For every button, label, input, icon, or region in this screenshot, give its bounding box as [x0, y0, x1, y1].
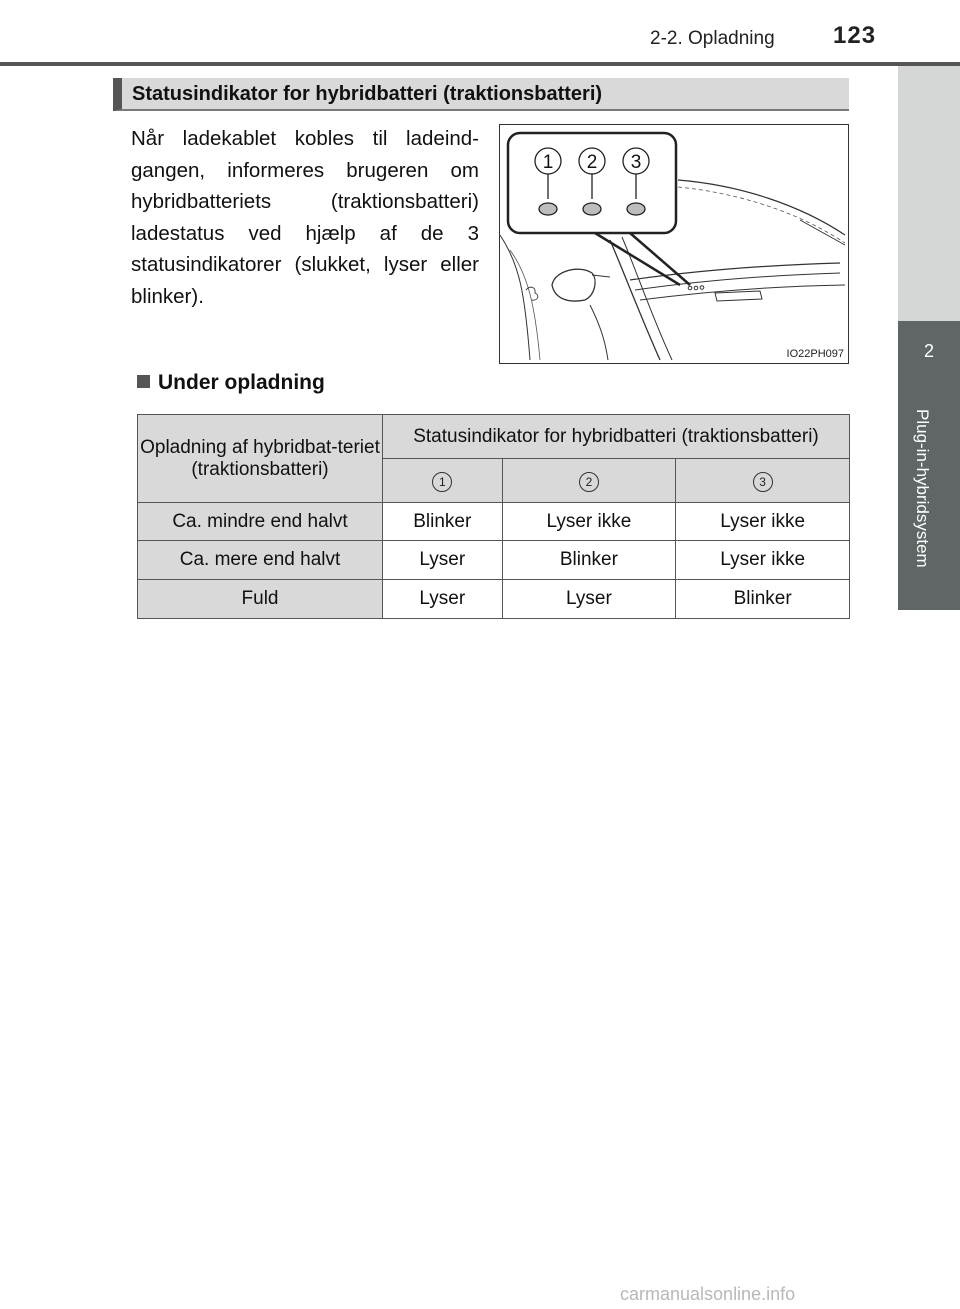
indicator-number-3: 3 [753, 472, 773, 492]
page-number: 123 [833, 22, 877, 49]
status-table [137, 414, 850, 619]
row-label: Ca. mindre end halvt [138, 503, 383, 541]
callout-1: 1 [542, 152, 554, 173]
subheading [137, 371, 325, 395]
table-header-indicator: Statusindikator for hybridbatteri (traktionsbatteri) [383, 415, 850, 459]
indicator-header-2 [502, 459, 676, 503]
watermark: carmanualsonline.info [620, 1284, 796, 1304]
indicator-header-3 [676, 459, 850, 503]
table-cell: Lyser [383, 541, 503, 580]
section-title-bar [113, 78, 849, 111]
table-header-charge: Opladning af hybridbat-teriet (traktionsbatteri) [138, 415, 383, 503]
table-cell: Blinker [676, 580, 850, 619]
callout-3: 3 [630, 152, 642, 173]
table-cell: Lyser ikke [676, 503, 850, 541]
body-paragraph: Når ladekablet kobles til ladeind-gangen, informeres brugeren om hybridbatteriets (traktionsbatteri) ladestatus ved hjælp af de 3 statusindikatorer (slukket, lyser eller blinker). [131, 127, 479, 308]
indicator-number-1: 1 [432, 472, 452, 492]
table-cell: Lyser ikke [676, 541, 850, 580]
subheading-text: Under opladning [158, 371, 325, 394]
dashboard-illustration [499, 124, 849, 364]
table-cell: Blinker [383, 503, 503, 541]
chapter-number: 2 [923, 341, 934, 361]
table-row [138, 541, 850, 580]
callout-2: 2 [586, 152, 598, 173]
row-label: Fuld [138, 580, 383, 619]
table-row [138, 503, 850, 541]
square-bullet-icon [137, 375, 150, 388]
table-cell: Lyser ikke [502, 503, 676, 541]
indicator-header-1 [383, 459, 503, 503]
running-header-section: 2-2. Opladning [650, 28, 775, 49]
figure-code: IO22PH097 [786, 348, 844, 360]
side-tab-background [898, 66, 960, 321]
table-cell: Blinker [502, 541, 676, 580]
section-title: Statusindikator for hybridbatteri (traktionsbatteri) [132, 83, 603, 105]
table-cell: Lyser [502, 580, 676, 619]
header-rule [0, 62, 960, 66]
table-row [138, 580, 850, 619]
chapter-title: Plug-in-hybridsystem [913, 409, 932, 568]
table-cell: Lyser [383, 580, 503, 619]
chapter-side-tab [898, 321, 960, 610]
indicator-number-2: 2 [579, 472, 599, 492]
row-label: Ca. mere end halvt [138, 541, 383, 580]
dashboard-drawing [500, 125, 848, 363]
